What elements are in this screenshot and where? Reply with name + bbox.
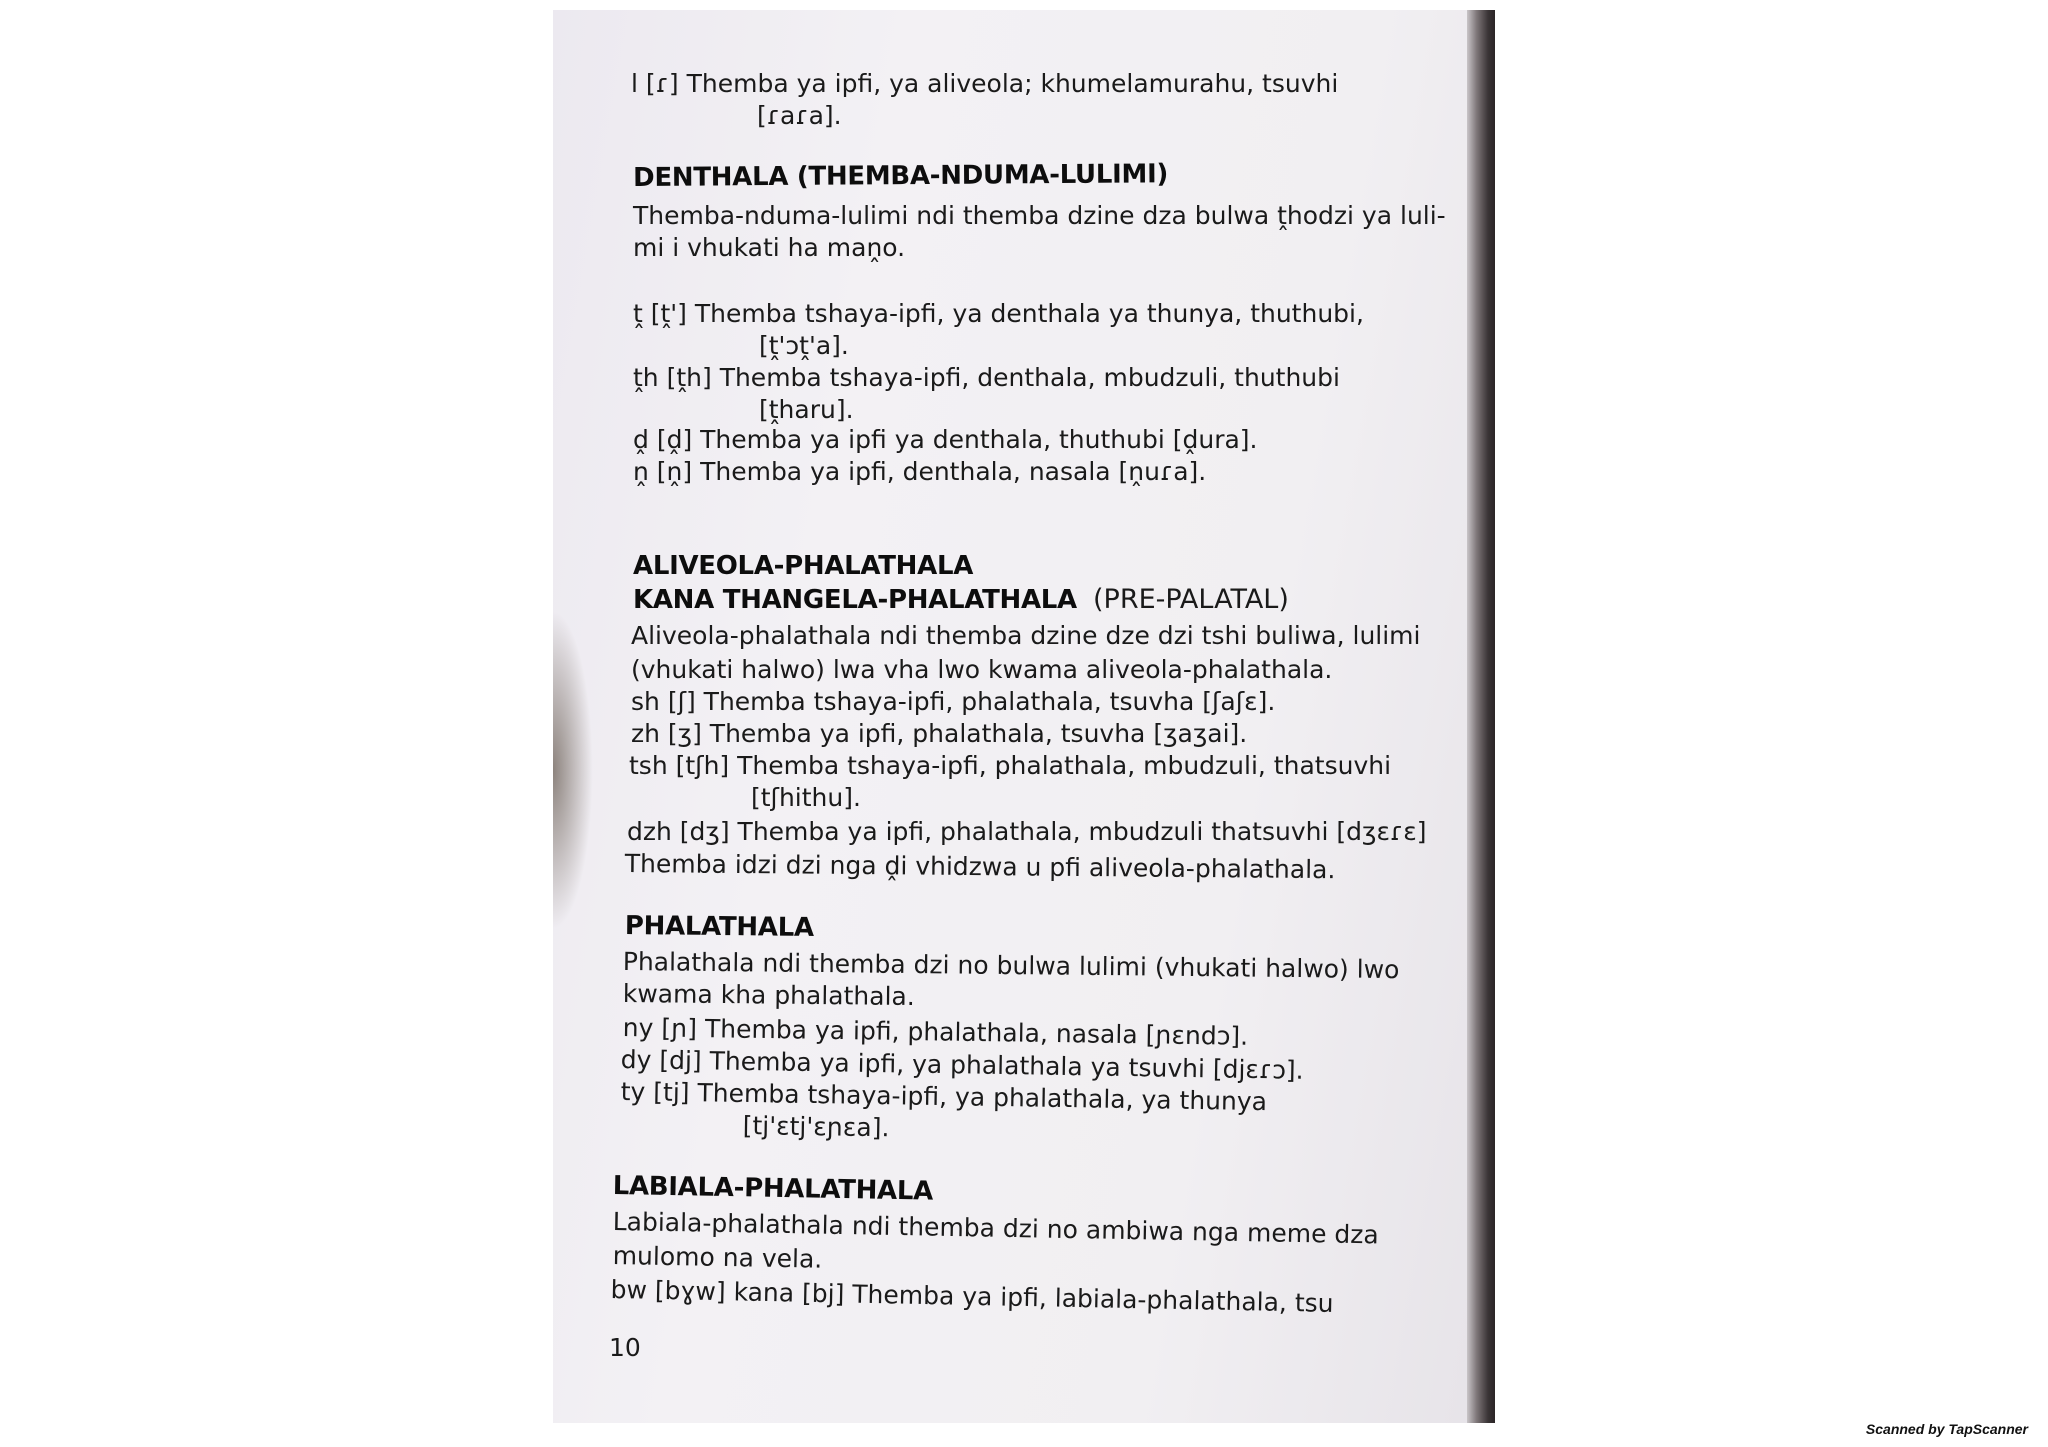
paragraph-line: Labiala-phalathala ndi themba dzi no ambiwa nga meme dza bbox=[612, 1206, 1380, 1250]
page-number: 10 bbox=[609, 1333, 641, 1362]
entry-line: sh [ʃ] Themba tshaya-ipfi, phalathala, tsuvha [ʃaʃɛ]. bbox=[631, 687, 1276, 716]
paragraph-line: Phalathala ndi themba dzi no bulwa lulimi (vhukati halwo) lwo bbox=[622, 946, 1400, 985]
entry-line: ṋ [ṋ] Themba ya ipfi, denthala, nasala [ṋuɾa]. bbox=[633, 457, 1207, 486]
entry-line: ṱh [ṱh] Themba tshaya-ipfi, denthala, mbudzuli, thuthubi bbox=[633, 363, 1340, 392]
entry-line: zh [ʒ] Themba ya ipfi, phalathala, tsuvha [ʒaʒai]. bbox=[631, 719, 1248, 748]
entry-line: dy [dj] Themba ya ipfi, ya phalathala ya tsuvhi [djɛɾɔ]. bbox=[620, 1044, 1304, 1085]
entry-line: [ṱharu]. bbox=[759, 395, 854, 424]
entry-line: [tj'ɛtj'ɛɲɛa]. bbox=[742, 1110, 890, 1143]
entry-line: dzh [dʒ] Themba ya ipfi, phalathala, mbudzuli thatsuvhi [dʒɛɾɛ] bbox=[627, 817, 1427, 846]
paragraph-line: (vhukati halwo) lwa vha lwo kwama aliveola-phalathala. bbox=[631, 655, 1333, 684]
scanned-book-page bbox=[553, 10, 1495, 1423]
section-heading: LABIALA-PHALATHALA bbox=[612, 1170, 934, 1207]
paragraph-line: kwama kha phalathala. bbox=[622, 978, 915, 1012]
section-heading: ALIVEOLA-PHALATHALA bbox=[633, 551, 974, 581]
paragraph-line: Aliveola-phalathala ndi themba dzine dze dzi tshi buliwa, lulimi bbox=[631, 621, 1421, 650]
paragraph-line: mulomo na vela. bbox=[612, 1240, 823, 1274]
paragraph-line: Themba-nduma-lulimi ndi themba dzine dza bulwa ṱhodzi ya luli- bbox=[633, 201, 1446, 230]
entry-line: ṱ [ṱ'] Themba tshaya-ipfi, ya denthala ya thunya, thuthubi, bbox=[633, 299, 1364, 328]
entry-line: ty [tj] Themba tshaya-ipfi, ya phalathala, ya thunya bbox=[620, 1076, 1268, 1117]
entry-line: l [ɾ] Themba ya ipfi, ya aliveola; khumelamurahu, tsuvhi bbox=[631, 69, 1339, 98]
page-text bbox=[553, 10, 1495, 1423]
section-heading-note: (PRE-PALATAL) bbox=[1093, 584, 1289, 615]
entry-line: [ɾaɾa]. bbox=[757, 101, 842, 130]
entry-line: ny [ɲ] Themba ya ipfi, phalathala, nasala [ɲɛndɔ]. bbox=[622, 1012, 1249, 1051]
entry-line: tsh [tʃh] Themba tshaya-ipfi, phalathala, mbudzuli, thatsuvhi bbox=[629, 751, 1392, 780]
section-heading: DENTHALA (THEMBA-NDUMA-LULIMI) bbox=[633, 159, 1169, 193]
section-heading: PHALATHALA bbox=[624, 910, 814, 943]
section-heading: KANA THANGELA-PHALATHALA bbox=[633, 585, 1077, 615]
entry-line: ḓ [ḓ] Themba ya ipfi ya denthala, thuthubi [ḓura]. bbox=[633, 425, 1258, 454]
book-spine-shadow bbox=[1467, 10, 1495, 1423]
paragraph-line: mi i vhukati ha maṋo. bbox=[633, 233, 906, 262]
paragraph-line: Themba idzi dzi nga ḓi vhidzwa u pfi aliveola-phalathala. bbox=[624, 848, 1336, 885]
entry-line: [tʃhithu]. bbox=[751, 783, 861, 812]
entry-line: [ṱ'ɔṱ'a]. bbox=[759, 331, 849, 360]
scanner-watermark: Scanned by TapScanner bbox=[1865, 1421, 2028, 1437]
entry-line: bw [bɣw] kana [bj] Themba ya ipfi, labiala-phalathala, tsu bbox=[610, 1274, 1334, 1318]
